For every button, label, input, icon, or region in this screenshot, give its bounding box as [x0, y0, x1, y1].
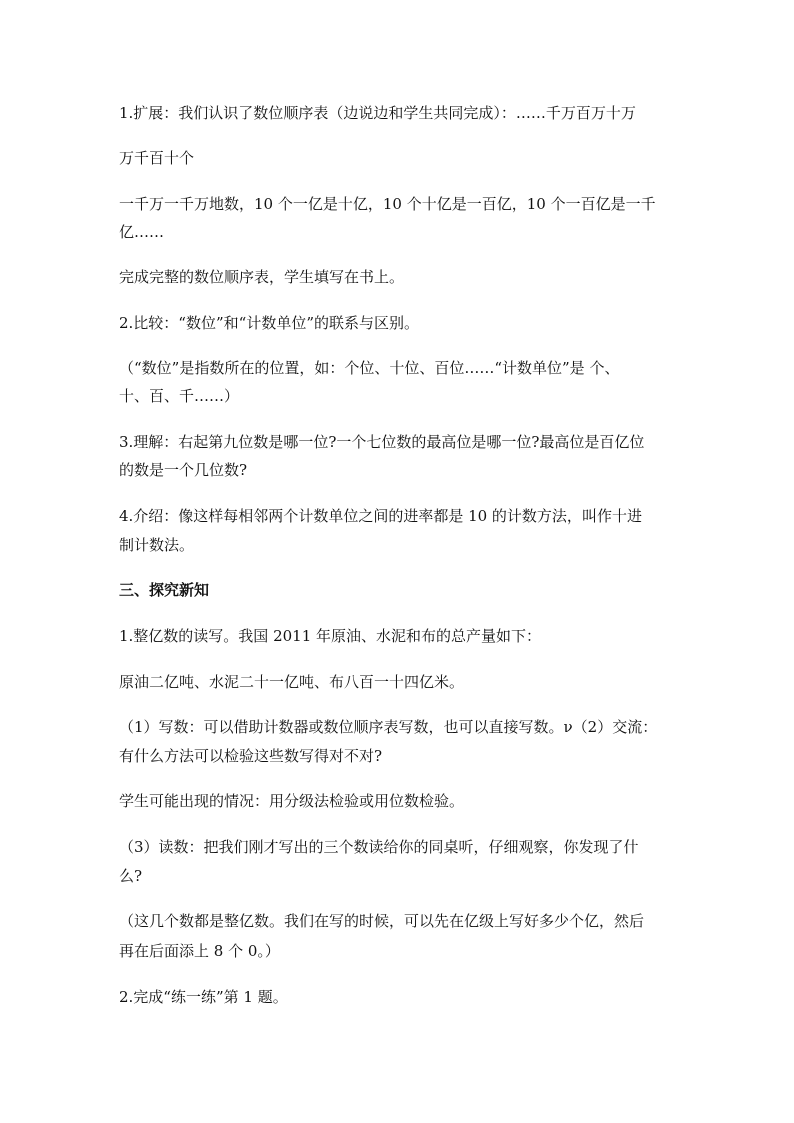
section-heading: 三、探究新知	[119, 581, 210, 599]
text-line-read-write: 1.整亿数的读写。我国 2011 年原油、水泥和布的总产量如下：	[119, 627, 542, 645]
text-line-write-numbers: （1）写数：可以借助计数器或数位顺序表写数，也可以直接写数。ν（2）交流：	[119, 718, 658, 736]
text-line-production: 原油二亿吨、水泥二十一亿吨、布八百一十四亿米。	[119, 673, 465, 691]
text-line-compare-explain-cont: 十、百、千……）	[119, 387, 240, 405]
text-line-counting: 一千万一千万地数，10 个一亿是十亿，10 个十亿是一百亿，10 个一百亿是一千	[119, 195, 656, 213]
text-line-complete-table: 完成完整的数位顺序表，学生填写在书上。	[119, 268, 405, 286]
text-line-compare-explain: （“数位”是指数所在的位置，如：个位、十位、百位……“计数单位”是 个、	[119, 359, 620, 377]
text-line-write-numbers-cont: 有什么方法可以检验这些数写得对不对?	[119, 747, 383, 765]
text-line-practice: 2.完成“练一练”第 1 题。	[119, 988, 288, 1006]
text-line-place-names: 万千百十个	[119, 149, 195, 167]
text-line-introduce: 4.介绍：像这样每相邻两个计数单位之间的进率都是 10 的计数方法，叫作十进	[119, 507, 642, 525]
text-line-read-numbers: （3）读数：把我们刚才写出的三个数读给你的同桌听，仔细观察，你发现了什	[119, 838, 639, 856]
text-line-student-situation: 学生可能出现的情况：用分级法检验或用位数检验。	[119, 792, 465, 810]
text-line-understand: 3.理解：右起第九位数是哪一位?一个七位数的最高位是哪一位?最高位是百亿位	[119, 433, 645, 451]
text-line-introduce-cont: 制计数法。	[119, 536, 195, 554]
text-line-counting-cont: 亿……	[119, 223, 165, 241]
text-line-extension: 1.扩展：我们认识了数位顺序表（边说边和学生共同完成）：……千万百万十万	[119, 104, 636, 122]
text-line-read-numbers-cont: 么?	[119, 867, 143, 885]
text-line-compare: 2.比较：“数位”和“计数单位”的联系与区别。	[119, 314, 419, 332]
text-line-conclusion: （这几个数都是整亿数。我们在写的时候，可以先在亿级上写好多少个亿，然后	[119, 912, 645, 930]
text-line-conclusion-cont: 再在后面添上 8 个 0。）	[119, 942, 280, 960]
text-line-understand-cont: 的数是一个几位数?	[119, 461, 248, 479]
